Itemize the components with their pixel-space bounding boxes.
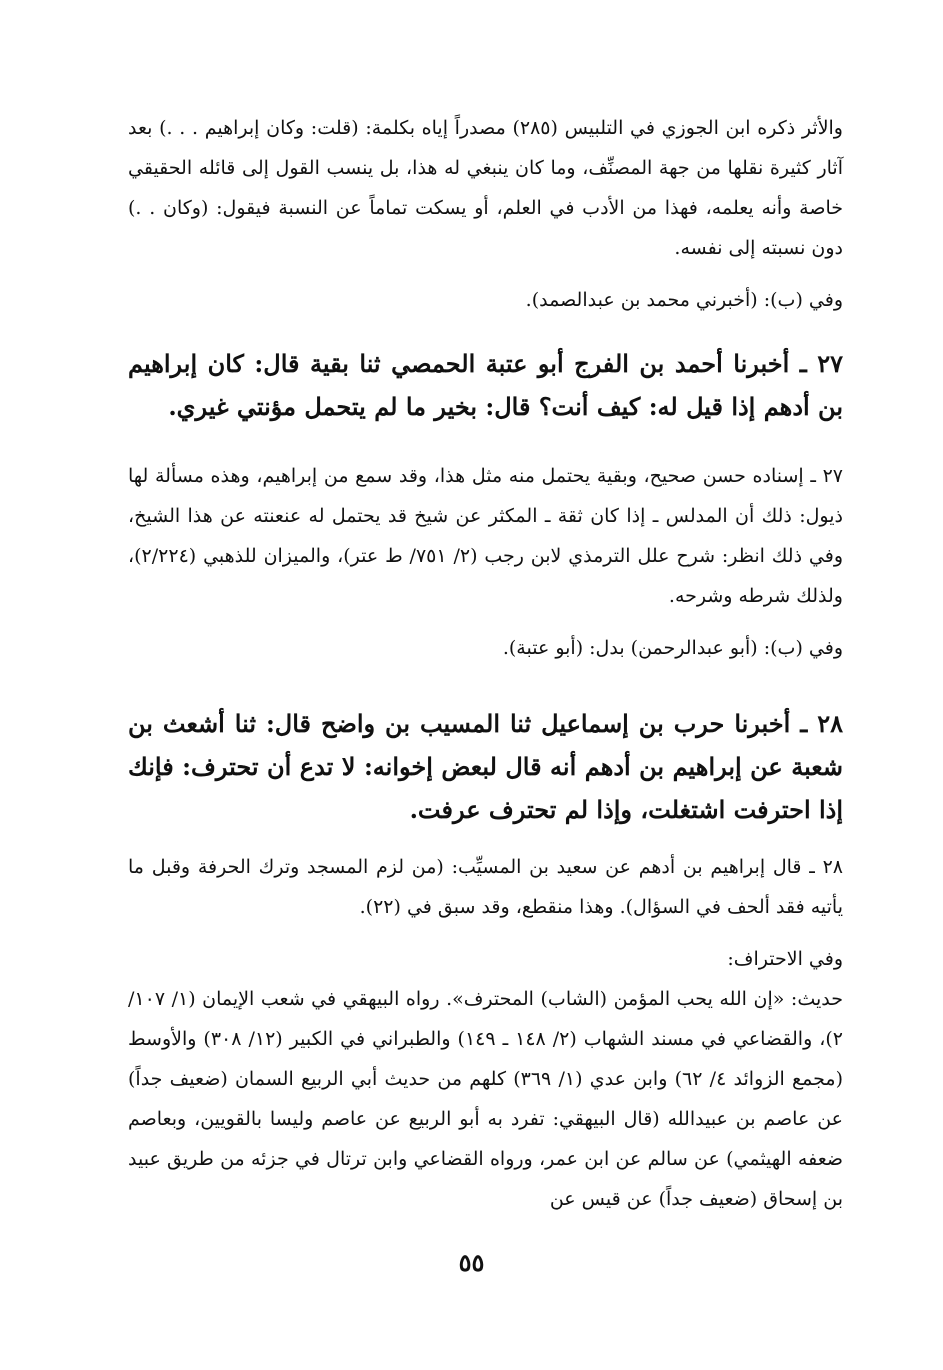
variant-note-b-27: وفي (ب): (أبو عبدالرحمن) بدل: (أبو عتبة). <box>502 637 843 659</box>
page-number: ٥٥ <box>458 1248 485 1277</box>
commentary-paragraph-intro: والأثر ذكره ابن الجوزي في التلبيس (٢٨٥) مصدراً إياه بكلمة: (قلت: وكان إبراهيم . . .) بعد آثار كثيرة نقلها من جهة المصنِّف، وما كان ينبغي له هذا، بل ينسب القول إلى قائله الحقيقي خاصة وأنه يعلمه، فهذا من الأدب في العلم، أو يسكت تماماً عن النسبة فيقول: (وكان . .) دون نسبته إلى نفسه. <box>128 117 843 259</box>
variant-note-b-1: وفي (ب): (أخبرني محمد بن عبدالصمد). <box>525 289 843 311</box>
hadith-28-text: ٢٨ ـ أخبرنا حرب بن إسماعيل ثنا المسيب بن واضح قال: ثنا أشعث بن شعبة عن إبراهيم بن أدهم أنه قال لبعض إخوانه: لا تدع أن تحترف: فإنك إذا احترفت اشتغلت، وإذا لم تحترف عرفت. <box>128 709 843 824</box>
section-heading-ihtiraf: وفي الاحتراف: <box>727 948 843 970</box>
commentary-28: ٢٨ ـ قال إبراهيم بن أدهم عن سعيد بن المسيِّب: (من لزم المسجد وترك الحرفة وقبل ما يأتيه فقد ألحف في السؤال). وهذا منقطع، وقد سبق في (٢٢). <box>128 856 843 918</box>
commentary-27: ٢٧ ـ إسناده حسن صحيح، وبقية يحتمل منه مثل هذا، وقد سمع من إبراهيم، وهذه مسألة لها ذيول: ذلك أن المدلس ـ إذا كان ثقة ـ المكثر عن شيخ قد يحتمل له عنعنته عن هذا الشيخ، وفي ذلك انظر: شرح علل الترمذي لابن رجب (٢/ ٧٥١/ ط عتر)، والميزان للذهبي (٢/٢٢٤)، ولذلك شرطه وشرحه. <box>128 465 844 607</box>
page-body <box>128 108 843 1219</box>
hadith-takhrij-paragraph: حديث: «إن الله يحب المؤمن (الشاب) المحترف». رواه البيهقي في شعب الإيمان (١/ ١٠٧/ ٢)، والقضاعي في مسند الشهاب (٢/ ١٤٨ ـ ١٤٩) والطبراني في الكبير (١٢/ ٣٠٨) والأوسط (مجمع الزوائد ٤/ ٦٢) وابن عدي (١/ ٣٦٩) كلهم من حديث أبي الربيع السمان (ضعيف جداً) عن عاصم بن عبيدالله (قال البيهقي: تفرد به أبو الربيع عن عاصم وليسا بالقويين، وبعاصم ضعفه الهيثمي) عن سالم عن ابن عمر، ورواه القضاعي وابن ترتال في جزئه من طريق عبيد بن إسحاق (ضعيف جداً) عن قيس عن <box>128 988 843 1210</box>
hadith-27-text: ٢٧ ـ أخبرنا أحمد بن الفرج أبو عتبة الحمصي ثنا بقية قال: كان إبراهيم بن أدهم إذا قيل له: كيف أنت؟ قال: بخير ما لم يتحمل مؤنتي غيري. <box>128 349 844 421</box>
